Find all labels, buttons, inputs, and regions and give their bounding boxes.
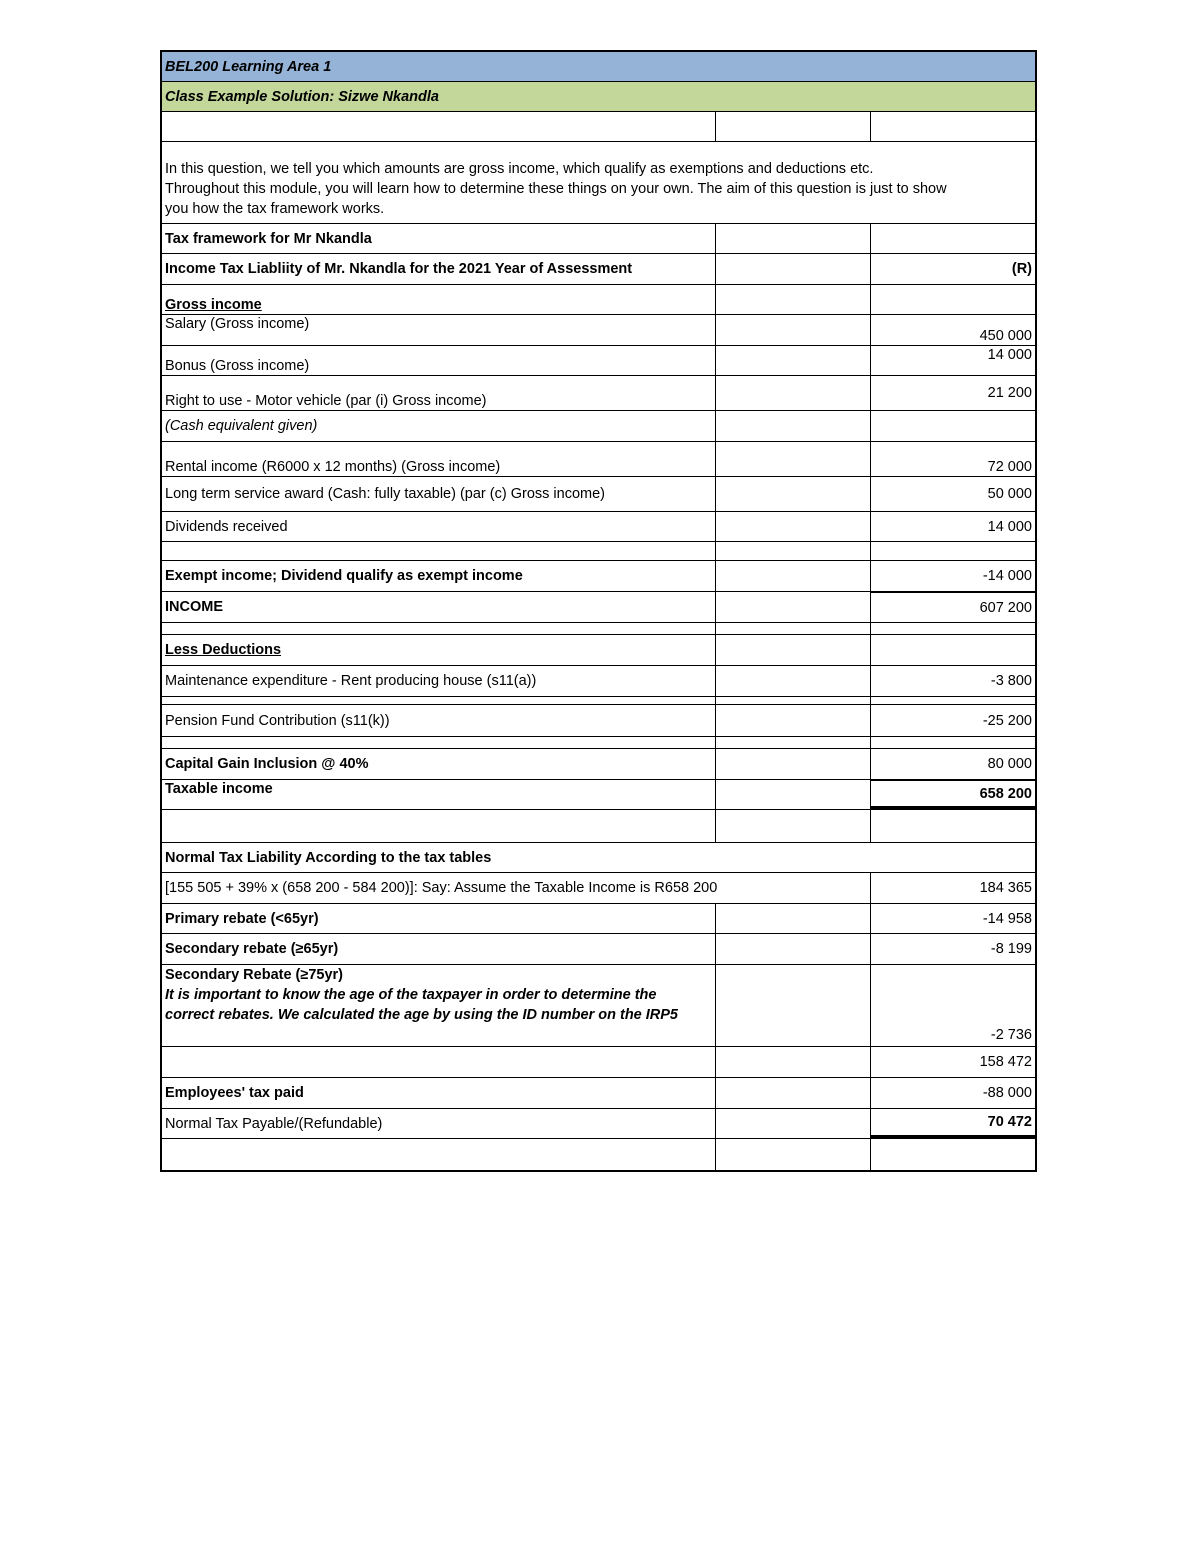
table-row [162, 780, 1035, 810]
bonus-label: Bonus (Gross income) [162, 346, 716, 375]
award-value: 50 000 [987, 486, 1032, 502]
primary-rebate-label: Primary rebate (<65yr) [162, 904, 716, 933]
intro-line-3: you how the tax framework works. [165, 201, 385, 217]
deductions-heading-row [162, 635, 1035, 666]
exempt-label: Exempt income; Dividend qualify as exempt income [162, 561, 716, 591]
table-row [162, 1078, 1035, 1109]
maintenance-label: Maintenance expenditure - Rent producing house (s11(a)) [162, 666, 716, 696]
table-row [162, 934, 1035, 965]
bonus-value: 14 000 [987, 347, 1032, 363]
blank-row [162, 810, 1035, 843]
capital-gain-label: Capital Gain Inclusion @ 40% [162, 749, 716, 779]
tertiary-rebate-value: -2 736 [990, 1027, 1032, 1043]
age-note: It is important to know the age of the taxpayer in order to determine the correct rebates. We calculated the age by using the ID number on the IRP5 [165, 987, 679, 1023]
blank-row [162, 697, 1035, 705]
blank-row [162, 623, 1035, 635]
exempt-value: -14 000 [982, 568, 1032, 584]
intro-line-1: In this question, we tell you which amounts are gross income, which qualify as exemptions and deductions etc. [165, 161, 874, 177]
gross-income-heading: Gross income [162, 285, 716, 314]
tax-calc-label: [155 505 + 39% x (658 200 - 584 200)]: Say: Assume the Taxable Income is R658 200 [162, 873, 871, 903]
salary-value: 450 000 [979, 328, 1032, 344]
taxable-income-value: 658 200 [871, 780, 1035, 809]
tax-calc-value: 184 365 [979, 880, 1032, 896]
table-row [162, 346, 1035, 376]
table-row [162, 1109, 1035, 1139]
table-row [162, 1047, 1035, 1078]
blank-row [162, 737, 1035, 749]
rental-value: 72 000 [987, 459, 1032, 475]
normal-tax-heading: Normal Tax Liability According to the tax tables [165, 849, 492, 866]
framework-title-row [162, 224, 1035, 254]
intro-text [162, 142, 1035, 223]
sheet-title: BEL200 Learning Area 1 [165, 58, 332, 75]
income-label: INCOME [162, 592, 716, 622]
table-row [162, 376, 1035, 411]
framework-title: Tax framework for Mr Nkandla [162, 224, 716, 253]
dividends-label: Dividends received [162, 512, 716, 541]
table-row [162, 315, 1035, 346]
primary-rebate-value: -14 958 [982, 910, 1032, 927]
table-row [162, 512, 1035, 542]
pension-label: Pension Fund Contribution (s11(k)) [162, 705, 716, 736]
table-row [162, 904, 1035, 934]
tax-payable-label: Normal Tax Payable/(Refundable) [162, 1109, 716, 1138]
table-row [162, 705, 1035, 737]
pension-value: -25 200 [982, 712, 1032, 729]
currency-unit: (R) [1011, 261, 1032, 277]
tax-framework-sheet [160, 50, 1037, 1172]
blank-row [162, 1139, 1035, 1170]
blank-row [162, 112, 1035, 142]
intro-row [162, 142, 1035, 224]
table-row [162, 592, 1035, 623]
tax-payable-value: 70 472 [871, 1109, 1035, 1138]
employees-tax-value: -88 000 [982, 1085, 1032, 1101]
tertiary-rebate-cell [162, 965, 716, 1046]
table-row [162, 561, 1035, 592]
rental-label: Rental income (R6000 x 12 months) (Gross income) [162, 442, 716, 476]
vehicle-label: Right to use - Motor vehicle (par (i) Gross income) [162, 376, 716, 410]
framework-heading-row [162, 254, 1035, 285]
normal-tax-heading-row [162, 843, 1035, 873]
employees-tax-label: Employees' tax paid [162, 1078, 716, 1108]
subtotal-value: 158 472 [979, 1054, 1032, 1070]
table-row [162, 749, 1035, 780]
capital-gain-value: 80 000 [987, 756, 1032, 772]
award-label: Long term service award (Cash: fully taxable) (par (c) Gross income) [162, 477, 716, 511]
secondary-rebate-value: -8 199 [990, 941, 1032, 957]
taxable-income-label: Taxable income [162, 780, 716, 809]
vehicle-note: (Cash equivalent given) [162, 411, 716, 441]
blank-row [162, 542, 1035, 561]
table-row [162, 666, 1035, 697]
maintenance-value: -3 800 [990, 673, 1032, 689]
income-value: 607 200 [871, 592, 1035, 622]
salary-label: Salary (Gross income) [162, 315, 716, 345]
secondary-rebate-label: Secondary rebate (≥65yr) [162, 934, 716, 964]
table-row [162, 411, 1035, 442]
vehicle-value: 21 200 [987, 385, 1032, 401]
table-row [162, 873, 1035, 904]
title-row [162, 52, 1035, 82]
table-row [162, 965, 1035, 1047]
sheet-subtitle: Class Example Solution: Sizwe Nkandla [165, 88, 439, 105]
less-deductions-heading: Less Deductions [162, 635, 716, 665]
tertiary-rebate-label: Secondary Rebate (≥75yr) [165, 967, 344, 983]
framework-heading: Income Tax Liabliity of Mr. Nkandla for the 2021 Year of Assessment [162, 254, 716, 284]
subtitle-row [162, 82, 1035, 112]
gross-heading-row [162, 285, 1035, 315]
dividends-value: 14 000 [987, 518, 1032, 535]
table-row [162, 477, 1035, 512]
table-row [162, 442, 1035, 477]
intro-line-2: Throughout this module, you will learn how to determine these things on your own. The aim of this question is just to show [165, 181, 947, 197]
